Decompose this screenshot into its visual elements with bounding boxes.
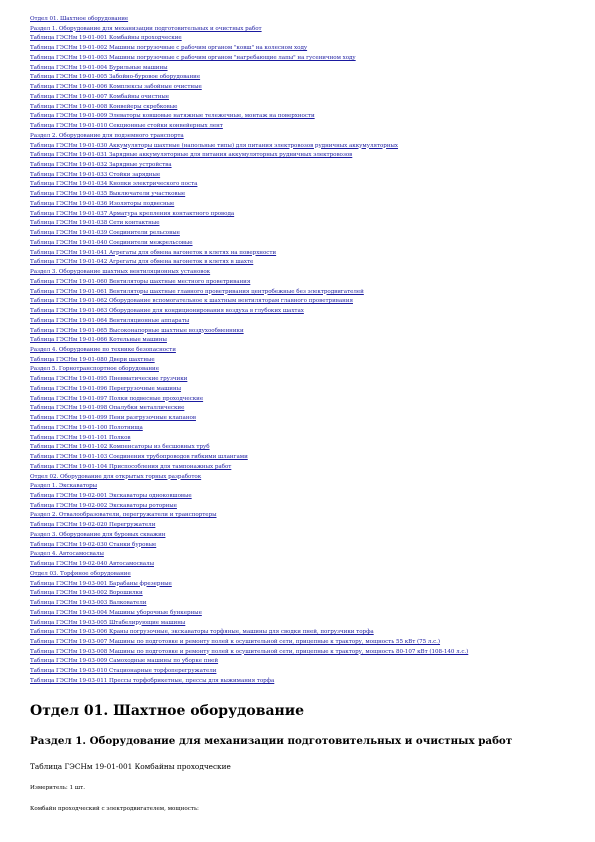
toc-link[interactable]: Раздел 3. Оборудование шахтных вентиляционных установок [30,269,211,276]
toc-link[interactable]: Таблица ГЭСНм 19-01-036 Изоляторы подвесные [30,200,175,207]
toc-link[interactable]: Таблица ГЭСНм 19-01-037 Арматура крепления контактного провода [30,210,235,217]
toc-link[interactable]: Таблица ГЭСНм 19-01-063 Оборудование для кондиционирования воздуха в глубоких шахтах [30,308,304,315]
toc-link[interactable]: Таблица ГЭСНм 19-01-102 Компенсаторы из бесшовных труб [30,444,210,451]
toc-link[interactable]: Таблица ГЭСНм 19-01-031 Зарядные аккумуляторные для питания аккумуляторных рудничных электровозов [30,152,353,159]
toc-link[interactable]: Таблица ГЭСНм 19-01-010 Секционные стойки конвейерных лент [30,123,223,130]
toc-link[interactable]: Таблица ГЭСНм 19-01-038 Сети контактные [30,220,160,227]
toc-link[interactable]: Таблица ГЭСНм 19-01-066 Котельные машины [30,337,167,344]
toc-link[interactable]: Таблица ГЭСНм 19-03-007 Машины по подготовке и ремонту полей к осушительной сети, прицепные к трактору, мощность 55 кВт (75 л.с.) [30,639,441,645]
toc-link[interactable]: Таблица ГЭСНм 19-01-002 Машины погрузочные с рабочим органом "ковш" на колесном ходу [30,45,308,52]
toc-link[interactable]: Таблица ГЭСНм 19-03-011 Прессы торфобрикетные, прессы для выжимания торфа [30,677,275,684]
toc-link[interactable]: Таблица ГЭСНм 19-01-097 Полки подвесные проходческие [30,395,204,402]
toc-link[interactable]: Таблица ГЭСНм 19-01-006 Комплексы забойные очистные [30,84,202,91]
toc-link[interactable]: Отдел 02. Оборудование для открытых горных разработок [30,473,202,480]
toc-link[interactable]: Таблица ГЭСНм 19-01-035 Выключатели участковые [30,191,186,198]
toc-link[interactable]: Таблица ГЭСНм 19-01-041 Агрегаты для обмена вагонеток в клетях на поверхности [30,249,277,256]
section-heading-2: Раздел 1. Оборудование для механизации подготовительных и очистных работ [30,734,513,747]
note-text: Комбайн проходческий с электродвигателем, мощность: [30,805,199,812]
toc-link[interactable]: Раздел 1. Экскаваторы [30,483,98,490]
toc-link[interactable]: Таблица ГЭСНм 19-01-003 Машины погрузочные с рабочим органом "нагребающие лапы" на гусеничном ходу [30,54,356,61]
toc-link[interactable]: Таблица ГЭСНм 19-01-061 Вентиляторы шахтные главного проветривания центробежные без электродвигателей [30,288,364,295]
toc-link[interactable]: Таблица ГЭСНм 19-01-034 Кнопки электрического поста [30,181,198,188]
toc-link[interactable]: Отдел 01. Шахтное оборудование [30,16,129,22]
toc-link[interactable]: Таблица ГЭСНм 19-01-060 Вентиляторы шахтные местного проветривания [30,278,251,285]
toc-link[interactable]: Таблица ГЭСНм 19-03-002 Ворошилки [30,590,143,597]
toc-link[interactable]: Таблица ГЭСНм 19-01-101 Полков [30,434,131,441]
toc-link[interactable]: Таблица ГЭСНм 19-01-030 Аккумуляторы шахтные (напольные типы) для питания электровозов рудничных аккумуляторных [30,142,399,149]
toc-link[interactable]: Таблица ГЭСНм 19-03-005 Штабелирующие машины [30,619,186,626]
toc-link[interactable]: Таблица ГЭСНм 19-02-020 Перегружатели [30,522,156,529]
table-heading: Таблица ГЭСНм 19-01-001 Комбайны проходческие [30,761,231,771]
toc-link[interactable]: Таблица ГЭСНм 19-01-009 Элеваторы ковшовые натяжные тележечные, монтаж на поверхности [30,113,315,120]
toc-link[interactable]: Таблица ГЭСНм 19-02-001 Экскаваторы одноковшовые [30,492,192,499]
toc-link[interactable]: Таблица ГЭСНм 19-01-065 Высоконапорные шахтные воздухообменники [30,327,244,334]
toc-link[interactable]: Раздел 2. Оборудование для подземного транспорта [30,132,184,139]
toc-link[interactable]: Таблица ГЭСНм 19-01-004 Бурильные машины [30,64,168,71]
table-of-contents [30,15,565,687]
toc-link[interactable]: Отдел 03. Торфяное оборудование [30,570,131,577]
toc-link[interactable]: Таблица ГЭСНм 19-01-008 Конвейеры скребковые [30,103,178,110]
toc-link[interactable]: Таблица ГЭСНм 19-01-095 Пневматические грузчики [30,376,188,383]
toc-link[interactable]: Таблица ГЭСНм 19-01-040 Соединители межрельсовые [30,239,193,246]
toc-link[interactable]: Раздел 4. Автосамосвалы [30,551,104,558]
toc-link[interactable]: Раздел 2. Отвалообразователи, перегружатели и транспортеры [30,512,217,519]
toc-link[interactable]: Таблица ГЭСНм 19-03-003 Валкователи [30,600,147,607]
toc-link[interactable]: Таблица ГЭСНм 19-01-104 Приспособления для тампонажных работ [30,463,232,470]
toc-link[interactable]: Таблица ГЭСНм 19-01-032 Зарядные устройства [30,162,172,169]
toc-link[interactable]: Таблица ГЭСНм 19-01-100 Полотнища [30,424,143,431]
toc-link[interactable]: Таблица ГЭСНм 19-03-010 Стационарные торфоперегружатели [30,668,217,675]
toc-link[interactable]: Таблица ГЭСНм 19-01-098 Опалубки металлические [30,405,185,412]
toc-link[interactable]: Раздел 3. Оборудование для буровых скважин [30,531,166,538]
toc-link[interactable]: Таблица ГЭСНм 19-01-099 Пени разгрузочные клапанов [30,415,196,422]
toc-link[interactable]: Таблица ГЭСНм 19-01-062 Оборудование вспомогательное к шахтным вентиляторам главного проветривания [30,298,353,305]
toc-link[interactable]: Таблица ГЭСНм 19-01-005 Забойно-буровое оборудование [30,74,201,81]
toc-link[interactable]: Таблица ГЭСНм 19-01-080 Двери шахтные [30,356,155,363]
toc-link[interactable]: Таблица ГЭСНм 19-01-103 Соединения трубопроводов гибкими шлангами [30,454,248,461]
toc-link[interactable]: Раздел 4. Оборудование по технике безопасности [30,346,176,353]
toc-link[interactable]: Таблица ГЭСНм 19-02-030 Станки буровые [30,541,157,548]
toc-link[interactable]: Таблица ГЭСНм 19-01-042 Агрегаты для обмена вагонеток в клетях в шахте [30,259,254,266]
toc-link[interactable]: Таблица ГЭСНм 19-02-002 Экскаваторы роторные [30,502,177,509]
toc-link[interactable]: Раздел 5. Горнотранспортное оборудование [30,366,159,373]
toc-link[interactable]: Таблица ГЭСНм 19-03-006 Краны погрузочные, экскаваторы торфяные, машины для сводки пней, погрузчики торфа [30,629,374,636]
toc-link[interactable]: Раздел 1. Оборудование для механизации подготовительных и очистных работ [30,25,262,32]
toc-link[interactable]: Таблица ГЭСНм 19-01-001 Комбайны проходческие [30,35,182,42]
toc-link[interactable]: Таблица ГЭСНм 19-01-039 Соединители рельсовые [30,230,180,237]
toc-link[interactable]: Таблица ГЭСНм 19-01-064 Вентиляционные аппараты [30,317,190,324]
section-heading-1: Отдел 01. Шахтное оборудование [30,702,305,719]
toc-link[interactable]: Таблица ГЭСНм 19-02-040 Автосамосвалы [30,561,154,568]
meter-text: Измеритель: 1 шт. [30,784,85,791]
toc-link[interactable]: Таблица ГЭСНм 19-03-008 Машины по подготовке и ремонту полей к осушительной сети, прицепные к трактору, мощность 80-107 кВт (108-140 л.с.) [30,648,469,655]
toc-link[interactable]: Таблица ГЭСНм 19-01-033 Стойки зарядные [30,171,161,178]
toc-link[interactable]: Таблица ГЭСНм 19-03-009 Самоходные машины по уборке пней [30,658,219,665]
toc-link[interactable]: Таблица ГЭСНм 19-03-001 Барабаны фрезерные [30,580,172,587]
toc-link[interactable]: Таблица ГЭСНм 19-01-007 Комбайны очистные [30,93,170,100]
toc-link[interactable]: Таблица ГЭСНм 19-01-096 Перегрузочные машины [30,385,182,392]
toc-link[interactable]: Таблица ГЭСНм 19-03-004 Машины уборочные бункерные [30,609,202,616]
